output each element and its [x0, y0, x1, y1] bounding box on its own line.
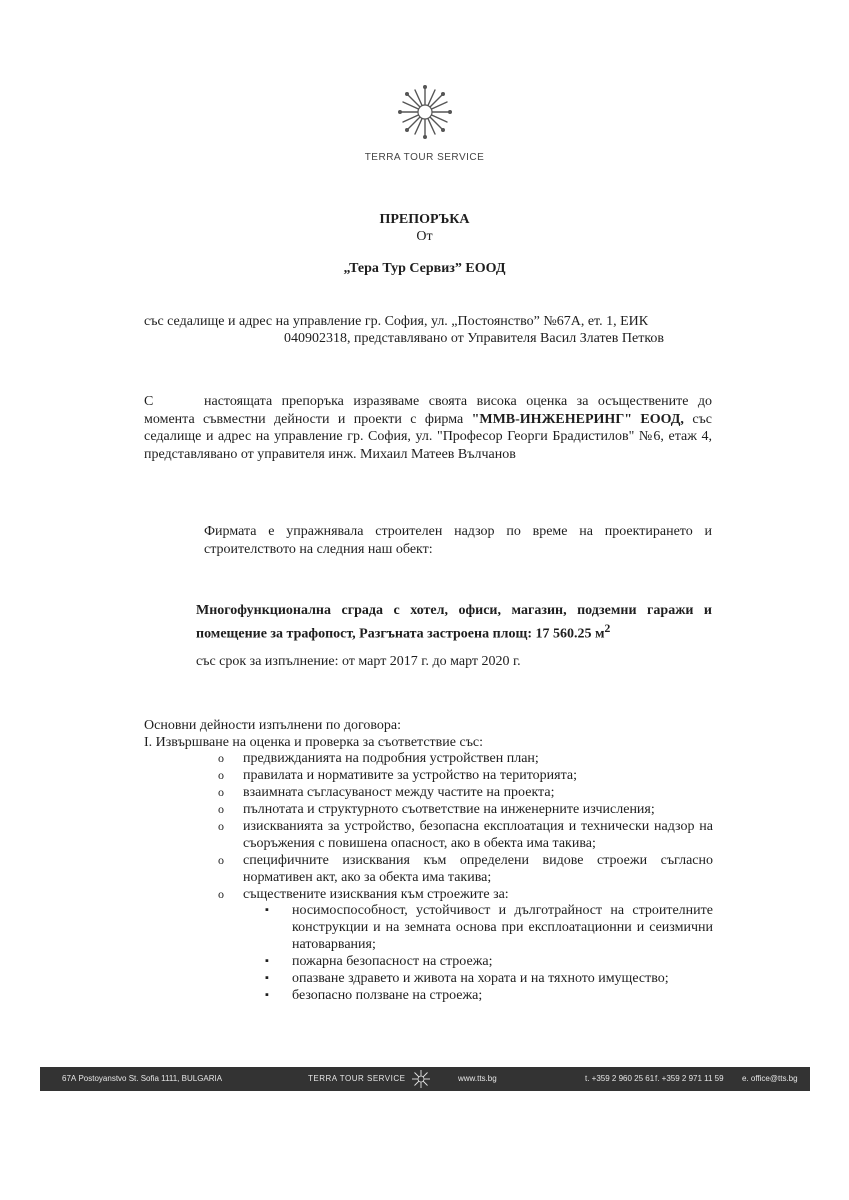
terra-tour-logo-icon — [395, 82, 455, 142]
footer-fax: f. +359 2 971 11 59 — [655, 1074, 724, 1083]
footer-bar — [40, 1067, 810, 1091]
footer-logo-icon — [410, 1068, 432, 1090]
square-bullet-icon: ▪ — [265, 972, 269, 984]
list-item: o предвижданията на подробния устройствен план; — [218, 751, 539, 766]
logo-text: TERRA TOUR SERVICE — [364, 152, 485, 163]
circle-bullet-icon: o — [218, 819, 224, 833]
circle-bullet-icon: o — [218, 887, 224, 901]
object-text: Многофункционална сграда с хотел, офиси, магазин, подземни гаражи и помещение за трафопост, Разгъната застроена площ: 17 560.25 м — [196, 603, 712, 642]
activity-item-1: I. Извършване на оценка и проверка за съответствие със: — [144, 735, 484, 750]
footer-address: 67А Postoyanstvo St. Sofia 1111, BULGARIA — [62, 1074, 223, 1083]
supervision-text: Фирмата е упражнявала строителен надзор по време на проектирането и строителството на следния наш обект: — [204, 524, 712, 557]
square-bullet-icon: ▪ — [265, 904, 269, 916]
list-item: ▪ пожарна безопасност на строежа; — [265, 954, 493, 969]
list-item: ▪ носимоспособност, устойчивост и дълготрайност на строителните конструкции и на земната основа при експлоатационни и сеизмични натоварвания; — [265, 903, 713, 952]
list-item: o пълнотата и структурното съответствие на инженерните изчисления; — [218, 802, 655, 817]
period-text: със срок за изпълнение: от март 2017 г. до март 2020 г. — [196, 654, 521, 669]
intro-body: настоящата препоръка изразяваме своята висока оценка за осъществените до момента съвместни дейности и проекти с фирма — [144, 394, 712, 427]
circle-bullet-icon: o — [218, 802, 224, 816]
list-item: o изискванията за устройство, безопасна експлоатация и технически надзор на съоръжения с повишена опасност, ако в обекта има такива; — [218, 819, 713, 851]
object-paragraph — [144, 602, 712, 643]
address-line-1: със седалище и адрес на управление гр. София, ул. „Постоянство” №67А, ет. 1, ЕИК — [144, 314, 649, 329]
activities-heading: Основни дейности изпълнени по договора: — [144, 718, 401, 733]
sub-items-list — [218, 750, 713, 903]
address-line-2: 040902318, представлявано от Управителя Васил Златев Петков — [284, 331, 665, 346]
document-title: ПРЕПОРЪКА — [379, 212, 470, 227]
circle-bullet-icon: o — [218, 768, 224, 782]
list-item: ▪ безопасно ползване на строежа; — [265, 988, 483, 1003]
square-bullet-icon: ▪ — [265, 989, 269, 1001]
supervision-paragraph — [144, 523, 712, 558]
list-item: o специфичните изисквания към определени видове строежи съгласно нормативен акт, ако за обекта има такива; — [218, 853, 713, 885]
object-unit-sup: 2 — [604, 621, 611, 635]
intro-rest: със седалище и адрес на управление гр. София, ул. "Професор Георги Брадистилов" №6, етаж 4, представлявано от управителя инж. Михаил Матеев Вълчанов — [144, 411, 712, 462]
document-from: От — [416, 229, 433, 244]
company-name: „Тера Тур Сервиз” ЕООД — [343, 261, 506, 276]
requirements-list — [265, 902, 713, 1004]
footer-email-link[interactable]: e. office@tts.bg — [742, 1074, 798, 1083]
square-bullet-icon: ▪ — [265, 955, 269, 967]
list-item: o взаимната съгласуваност между частите на проекта; — [218, 785, 555, 800]
circle-bullet-icon: o — [218, 853, 224, 867]
circle-bullet-icon: o — [218, 751, 224, 765]
list-item: ▪ опазване здравето и живота на хората и на тяхното имущество; — [265, 971, 669, 986]
footer-phone: t. +359 2 960 25 61 — [585, 1074, 655, 1083]
list-item: o съществените изисквания към строежите за: — [218, 887, 509, 902]
circle-bullet-icon: o — [218, 785, 224, 799]
list-item: o правилата и нормативите за устройство на територията; — [218, 768, 577, 783]
intro-firm: "ММВ-ИНЖЕНЕРИНГ" ЕООД, — [471, 411, 684, 427]
intro-paragraph — [144, 393, 712, 463]
footer-brand: TERRA TOUR SERVICE — [308, 1074, 406, 1083]
footer-website-link[interactable]: www.tts.bg — [458, 1074, 497, 1083]
intro-lead: С — [144, 394, 154, 409]
